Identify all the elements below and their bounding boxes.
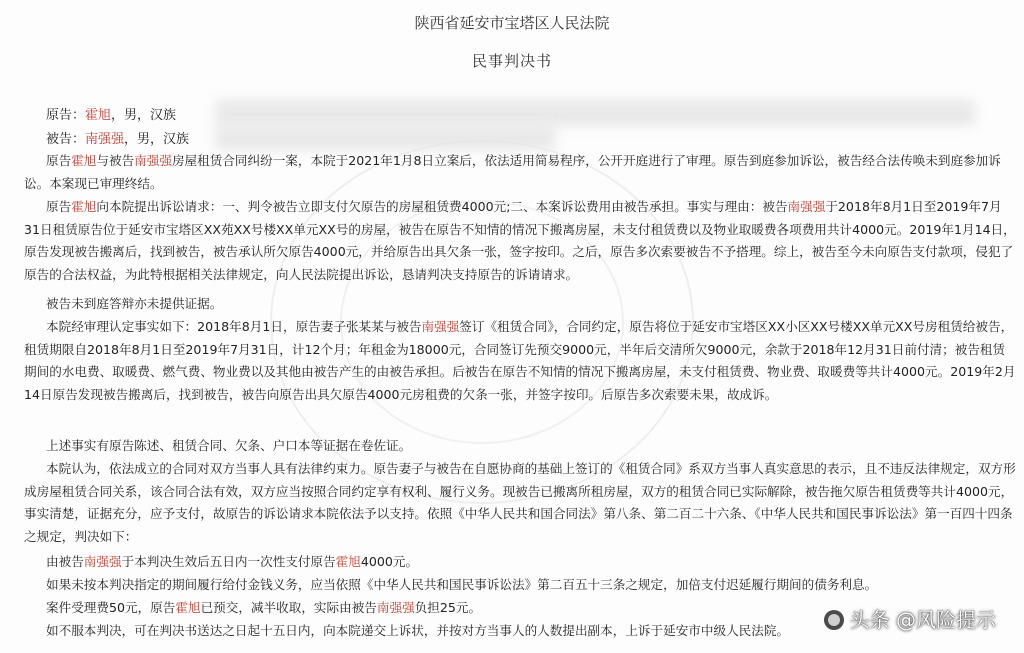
defendant-info: ，男，汉族: [124, 132, 190, 147]
document-title: 民事判决书: [471, 52, 552, 70]
defendant-name: 南强强: [85, 132, 125, 147]
paragraph-appeal: 如不服本判决，可在判决书送达之日起十五日内，向本院递交上诉状，并按对方当事人的人数提出副本，上诉于延安市中级人民法院。: [46, 623, 790, 638]
watermark: [824, 604, 996, 633]
court-name: 陕西省延安市宝塔区人民法院: [414, 14, 610, 32]
paragraph-case-intro: 原告霍旭与被告南强强房屋租赁合同纠纷一案，本院于2021年1月8日立案后，依法适用简易程序，公开开庭进行了审理。原告到庭参加诉讼，被告经合法传唤未到庭参加诉讼。本案现已审理终结。: [24, 153, 1001, 191]
defendant-line: [46, 128, 189, 147]
watermark-text: 头条 @风险提示: [849, 608, 996, 632]
plaintiff-line: [46, 104, 176, 123]
defendant-role: 被告：: [46, 132, 86, 147]
redaction-blur: [215, 100, 975, 126]
plaintiff-info: ，男，汉族: [111, 108, 177, 123]
account-logo-icon: [824, 610, 844, 630]
paragraph-plaintiff-claims: 原告霍旭向本院提出诉讼请求：一、判令被告立即支付欠原告的房屋租赁费4000元;二、本案诉讼费用由被告承担。事实与理由：被告南强强于2018年8月1日至2019年7月31日租赁原告位于延安市宝塔区XX苑XX号楼XX单元XX号的房屋，被告在原告不知情的情况下搬离房屋，未支付租赁费以及物业取暖费各项费用共计4000元。2019年1月14日，原告发现被告搬离后，找到被告，被告承认所欠原告4000元，并给原告出具欠条一张，签字按印。之后，原告多次索要被告不予搭理。综上，被告至今未向原告支付款项，侵犯了原告的合法权益，为此特根据相关法律规定，向人民法院提出诉讼，恳请判决支持原告的诉请请求。: [24, 199, 1016, 282]
redaction-blur: [215, 126, 555, 150]
paragraph-judgment: 由被告南强强于本判决生效后五日内一次性支付原告霍旭4000元。: [46, 554, 419, 569]
plaintiff-name: 霍旭: [85, 108, 112, 123]
paragraph-court-opinion: 本院认为，依法成立的合同对双方当事人具有法律约束力。原告妻子与被告在自愿协商的基础上签订的《租赁合同》系双方当事人真实意思的表示，且不违反法律规定，双方形成房屋租赁合同关系，该合同合法有效，双方应当按照合同约定享有权利、履行义务。现被告已搬离所租房屋，双方的租赁合同已实际解除，被告拖欠原告租赁费等共计4000元，事实清楚，证据充分，应予支付，故原告的诉讼请求本院依法予以支持。依照《中华人民共和国合同法》第八条、第二百二十六条、《中华人民共和国民事诉讼法》第一百四十四条之规定，判决如下：: [24, 461, 1016, 544]
paragraph-facts: 本院经审理认定事实如下：2018年8月1日，原告妻子张某某与被告南强强签订《租赁合同》，合同约定，原告将位于延安市宝塔区XX小区XX号楼XX单元XX号房租赁给被告，租赁期限自2018年8月1日至2019年7月31日，计12个月；年租金为18000元，合同签订先预交9000元，半年后交清所欠9000元，余款于2018年12月31日前付清；被告租赁期间的水电费、取暖费、燃气费、物业费以及其他由被告产生的由被告承担。后被告在原告不知情的情况下搬离房屋，未支付租赁费、物业费、取暖费等共计4000元。2019年2月14日原告发现被告搬离后，找到被告，被告向原告出具欠原告4000元房租费的欠条一张，并签字按印。后原告多次索要未果，故成诉。: [24, 319, 1016, 402]
paragraph-court-fee: 案件受理费50元，原告霍旭已预交，减半收取，实际由被告南强强负担25元。: [46, 600, 482, 615]
paragraph-defendant-absent: 被告未到庭答辩亦未提供证据。: [46, 296, 223, 311]
paragraph-late-interest: 如果未按本判决指定的期间履行给付金钱义务，应当依照《中华人民共和国民事诉讼法》第二百五十三条之规定，加倍支付迟延履行期间的债务利息。: [46, 577, 878, 592]
paragraph-evidence: 上述事实有原告陈述、租赁合同、欠条、户口本等证据在卷佐证。: [46, 438, 412, 453]
plaintiff-role: 原告：: [46, 108, 86, 123]
